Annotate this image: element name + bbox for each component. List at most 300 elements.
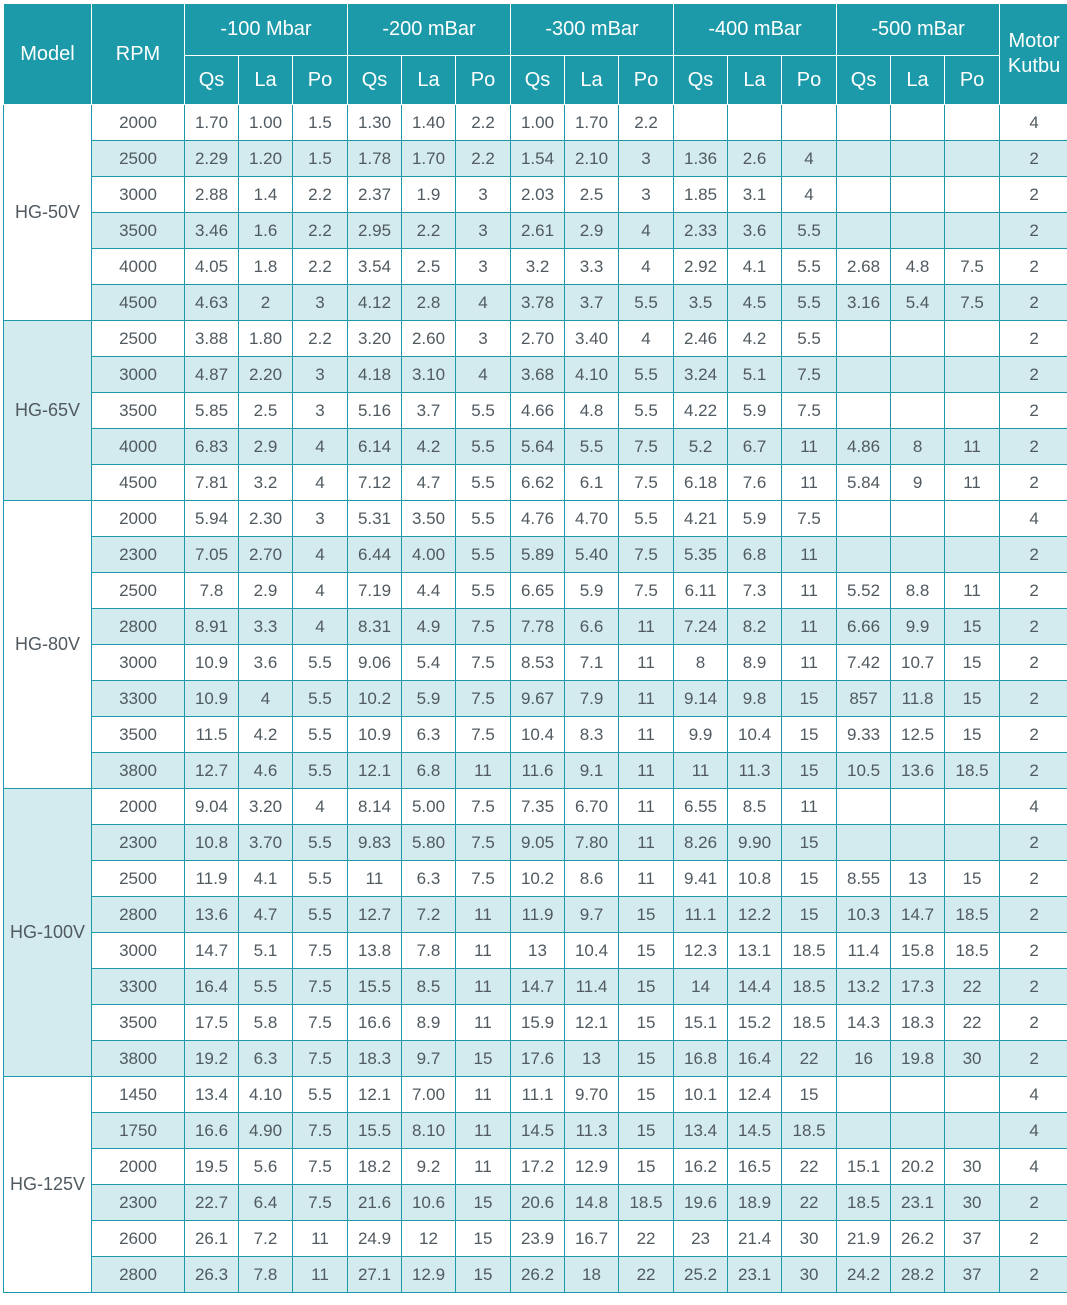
sub-column-header: La xyxy=(728,56,782,105)
value-cell: 12.2 xyxy=(728,897,782,933)
value-cell: 2.70 xyxy=(511,321,565,357)
value-cell: 11 xyxy=(293,1257,348,1293)
value-cell: 6.55 xyxy=(674,789,728,825)
value-cell: 6.7 xyxy=(728,429,782,465)
model-header: Model xyxy=(4,4,92,105)
value-cell xyxy=(945,105,1000,141)
value-cell xyxy=(891,321,945,357)
value-cell: 4 xyxy=(456,357,511,393)
value-cell: 9.9 xyxy=(891,609,945,645)
value-cell: 3.40 xyxy=(565,321,619,357)
value-cell: 2.33 xyxy=(674,213,728,249)
value-cell: 8.10 xyxy=(402,1113,456,1149)
value-cell: 7.5 xyxy=(945,285,1000,321)
motor-poles-cell: 2 xyxy=(1000,321,1067,357)
value-cell: 3 xyxy=(619,177,674,213)
motor-poles-cell: 2 xyxy=(1000,1041,1067,1077)
value-cell: 11.4 xyxy=(565,969,619,1005)
value-cell: 4.18 xyxy=(348,357,402,393)
value-cell: 11 xyxy=(619,789,674,825)
value-cell: 10.3 xyxy=(837,897,891,933)
value-cell: 5.5 xyxy=(782,249,837,285)
value-cell xyxy=(945,1113,1000,1149)
value-cell: 18 xyxy=(565,1257,619,1293)
value-cell: 4.8 xyxy=(891,249,945,285)
value-cell: 17.5 xyxy=(185,1005,239,1041)
table-row xyxy=(4,573,1067,609)
value-cell: 30 xyxy=(945,1041,1000,1077)
value-cell: 1.36 xyxy=(674,141,728,177)
value-cell: 3.7 xyxy=(565,285,619,321)
value-cell: 18.2 xyxy=(348,1149,402,1185)
value-cell: 4.1 xyxy=(239,861,293,897)
value-cell: 12.1 xyxy=(348,753,402,789)
value-cell: 8 xyxy=(891,429,945,465)
value-cell: 4 xyxy=(293,609,348,645)
value-cell: 12.7 xyxy=(348,897,402,933)
value-cell: 11.8 xyxy=(891,681,945,717)
value-cell: 5.5 xyxy=(619,357,674,393)
value-cell: 9.04 xyxy=(185,789,239,825)
value-cell: 5.6 xyxy=(239,1149,293,1185)
value-cell: 1.6 xyxy=(239,213,293,249)
table-row xyxy=(4,789,1067,825)
value-cell: 14.7 xyxy=(891,897,945,933)
value-cell: 11 xyxy=(456,933,511,969)
value-cell: 4.90 xyxy=(239,1113,293,1149)
value-cell: 6.3 xyxy=(402,861,456,897)
motor-poles-cell: 2 xyxy=(1000,897,1067,933)
value-cell: 15 xyxy=(619,1113,674,1149)
value-cell: 28.2 xyxy=(891,1257,945,1293)
value-cell: 7.5 xyxy=(456,609,511,645)
value-cell: 1.70 xyxy=(402,141,456,177)
rpm-cell: 3000 xyxy=(92,357,185,393)
value-cell: 1.40 xyxy=(402,105,456,141)
value-cell: 4.5 xyxy=(728,285,782,321)
value-cell: 6.8 xyxy=(728,537,782,573)
value-cell: 37 xyxy=(945,1221,1000,1257)
value-cell: 8.6 xyxy=(565,861,619,897)
value-cell: 3.7 xyxy=(402,393,456,429)
table-row xyxy=(4,249,1067,285)
value-cell: 11.9 xyxy=(185,861,239,897)
value-cell: 5.5 xyxy=(293,897,348,933)
value-cell: 4 xyxy=(619,213,674,249)
value-cell: 21.9 xyxy=(837,1221,891,1257)
value-cell: 9.7 xyxy=(565,897,619,933)
value-cell xyxy=(891,1077,945,1113)
rpm-cell: 2300 xyxy=(92,1185,185,1221)
sub-column-header: Qs xyxy=(185,56,239,105)
value-cell: 26.2 xyxy=(511,1257,565,1293)
value-cell: 15 xyxy=(456,1185,511,1221)
model-cell: HG-80V xyxy=(4,501,92,789)
value-cell: 8.55 xyxy=(837,861,891,897)
value-cell: 1.5 xyxy=(293,141,348,177)
rpm-cell: 2500 xyxy=(92,861,185,897)
value-cell: 7.19 xyxy=(348,573,402,609)
value-cell: 4.66 xyxy=(511,393,565,429)
value-cell: 4.9 xyxy=(402,609,456,645)
value-cell xyxy=(891,537,945,573)
value-cell: 10.1 xyxy=(674,1077,728,1113)
value-cell: 11 xyxy=(456,1005,511,1041)
value-cell: 4 xyxy=(293,789,348,825)
value-cell: 19.8 xyxy=(891,1041,945,1077)
value-cell: 4.2 xyxy=(402,429,456,465)
value-cell: 8.9 xyxy=(402,1005,456,1041)
value-cell: 7.3 xyxy=(728,573,782,609)
value-cell: 10.7 xyxy=(891,645,945,681)
value-cell xyxy=(837,501,891,537)
table-row xyxy=(4,1041,1067,1077)
value-cell: 7.9 xyxy=(565,681,619,717)
table-row xyxy=(4,213,1067,249)
motor-poles-cell: 4 xyxy=(1000,1113,1067,1149)
value-cell: 3.6 xyxy=(239,645,293,681)
value-cell: 23 xyxy=(674,1221,728,1257)
value-cell: 7.8 xyxy=(402,933,456,969)
rpm-cell: 2000 xyxy=(92,1149,185,1185)
value-cell: 16.4 xyxy=(728,1041,782,1077)
value-cell: 2.88 xyxy=(185,177,239,213)
value-cell: 4.10 xyxy=(239,1077,293,1113)
value-cell xyxy=(945,141,1000,177)
value-cell: 3 xyxy=(456,213,511,249)
value-cell: 3 xyxy=(456,321,511,357)
value-cell: 15.1 xyxy=(674,1005,728,1041)
value-cell: 15 xyxy=(619,1041,674,1077)
value-cell: 1.54 xyxy=(511,141,565,177)
value-cell: 15 xyxy=(782,681,837,717)
rpm-cell: 2800 xyxy=(92,897,185,933)
rpm-cell: 1750 xyxy=(92,1113,185,1149)
sub-column-header: Po xyxy=(945,56,1000,105)
value-cell: 10.2 xyxy=(511,861,565,897)
value-cell: 22.7 xyxy=(185,1185,239,1221)
value-cell: 3.5 xyxy=(674,285,728,321)
value-cell: 11 xyxy=(782,429,837,465)
value-cell: 7.2 xyxy=(402,897,456,933)
value-cell: 30 xyxy=(782,1221,837,1257)
value-cell: 7.5 xyxy=(293,1113,348,1149)
pressure-header: -100 Mbar xyxy=(185,4,348,56)
rpm-cell: 2600 xyxy=(92,1221,185,1257)
motor-poles-cell: 2 xyxy=(1000,645,1067,681)
value-cell: 7.8 xyxy=(239,1257,293,1293)
value-cell: 20.6 xyxy=(511,1185,565,1221)
value-cell: 13.4 xyxy=(674,1113,728,1149)
rpm-cell: 2000 xyxy=(92,105,185,141)
value-cell: 2.2 xyxy=(456,105,511,141)
motor-poles-cell: 2 xyxy=(1000,753,1067,789)
value-cell: 4.22 xyxy=(674,393,728,429)
value-cell: 16.4 xyxy=(185,969,239,1005)
value-cell: 18.9 xyxy=(728,1185,782,1221)
table-row xyxy=(4,1077,1067,1113)
value-cell: 7.24 xyxy=(674,609,728,645)
value-cell: 13.2 xyxy=(837,969,891,1005)
value-cell: 37 xyxy=(945,1257,1000,1293)
value-cell: 5.1 xyxy=(728,357,782,393)
value-cell: 7.5 xyxy=(619,537,674,573)
value-cell: 15.5 xyxy=(348,969,402,1005)
value-cell: 4 xyxy=(782,177,837,213)
value-cell: 18.5 xyxy=(782,1113,837,1149)
value-cell: 15 xyxy=(782,1077,837,1113)
value-cell: 7.5 xyxy=(293,1149,348,1185)
value-cell: 5.5 xyxy=(293,681,348,717)
value-cell xyxy=(837,1077,891,1113)
value-cell: 5.5 xyxy=(782,285,837,321)
value-cell: 7.5 xyxy=(293,969,348,1005)
value-cell xyxy=(945,1077,1000,1113)
motor-poles-cell: 4 xyxy=(1000,105,1067,141)
value-cell xyxy=(837,357,891,393)
value-cell: 3.88 xyxy=(185,321,239,357)
value-cell: 10.4 xyxy=(728,717,782,753)
value-cell: 6.3 xyxy=(239,1041,293,1077)
value-cell: 7.12 xyxy=(348,465,402,501)
value-cell: 16.2 xyxy=(674,1149,728,1185)
value-cell: 24.2 xyxy=(837,1257,891,1293)
value-cell: 30 xyxy=(945,1185,1000,1221)
value-cell: 1.78 xyxy=(348,141,402,177)
motor-poles-cell: 2 xyxy=(1000,1185,1067,1221)
rpm-cell: 3300 xyxy=(92,969,185,1005)
value-cell: 11 xyxy=(619,681,674,717)
value-cell: 3.20 xyxy=(348,321,402,357)
value-cell: 14.5 xyxy=(728,1113,782,1149)
value-cell: 4.7 xyxy=(239,897,293,933)
value-cell: 7.5 xyxy=(782,357,837,393)
value-cell: 1.5 xyxy=(293,105,348,141)
value-cell: 11 xyxy=(456,969,511,1005)
value-cell: 11.5 xyxy=(185,717,239,753)
value-cell: 3.3 xyxy=(565,249,619,285)
value-cell: 5.80 xyxy=(402,825,456,861)
value-cell: 11 xyxy=(674,753,728,789)
value-cell: 2.95 xyxy=(348,213,402,249)
value-cell: 16.8 xyxy=(674,1041,728,1077)
table-row xyxy=(4,465,1067,501)
value-cell: 7.81 xyxy=(185,465,239,501)
value-cell: 2.46 xyxy=(674,321,728,357)
value-cell: 3.24 xyxy=(674,357,728,393)
value-cell xyxy=(945,393,1000,429)
value-cell: 11 xyxy=(456,1077,511,1113)
sub-column-header: La xyxy=(565,56,619,105)
value-cell: 3 xyxy=(293,393,348,429)
value-cell xyxy=(891,141,945,177)
motor-poles-cell: 2 xyxy=(1000,933,1067,969)
value-cell: 25.2 xyxy=(674,1257,728,1293)
value-cell: 5.40 xyxy=(565,537,619,573)
motor-poles-cell: 4 xyxy=(1000,1149,1067,1185)
value-cell: 18.3 xyxy=(891,1005,945,1041)
value-cell: 15 xyxy=(945,861,1000,897)
value-cell xyxy=(945,357,1000,393)
value-cell: 3.20 xyxy=(239,789,293,825)
value-cell: 4.10 xyxy=(565,357,619,393)
value-cell: 1.30 xyxy=(348,105,402,141)
value-cell: 5.5 xyxy=(456,573,511,609)
value-cell: 11 xyxy=(456,1113,511,1149)
value-cell: 2.5 xyxy=(239,393,293,429)
value-cell xyxy=(782,105,837,141)
model-cell: HG-65V xyxy=(4,321,92,501)
value-cell: 11 xyxy=(293,1221,348,1257)
value-cell: 5.5 xyxy=(293,753,348,789)
value-cell: 3.10 xyxy=(402,357,456,393)
value-cell xyxy=(945,825,1000,861)
value-cell: 12.1 xyxy=(565,1005,619,1041)
value-cell: 4.00 xyxy=(402,537,456,573)
value-cell: 9.83 xyxy=(348,825,402,861)
value-cell xyxy=(891,501,945,537)
value-cell xyxy=(945,789,1000,825)
value-cell: 11 xyxy=(348,861,402,897)
value-cell: 7.8 xyxy=(185,573,239,609)
value-cell: 7.5 xyxy=(619,465,674,501)
sub-column-header: Po xyxy=(456,56,511,105)
value-cell: 11 xyxy=(782,537,837,573)
value-cell: 8.3 xyxy=(565,717,619,753)
value-cell xyxy=(891,105,945,141)
table-row xyxy=(4,1257,1067,1293)
value-cell: 1.00 xyxy=(511,105,565,141)
table-row xyxy=(4,429,1067,465)
value-cell: 5.5 xyxy=(239,969,293,1005)
value-cell: 9.41 xyxy=(674,861,728,897)
value-cell: 2.68 xyxy=(837,249,891,285)
value-cell: 15 xyxy=(945,645,1000,681)
rpm-cell: 3000 xyxy=(92,645,185,681)
rpm-cell: 2500 xyxy=(92,141,185,177)
table-row xyxy=(4,933,1067,969)
value-cell xyxy=(674,105,728,141)
value-cell: 17.3 xyxy=(891,969,945,1005)
value-cell: 5.94 xyxy=(185,501,239,537)
model-cell: HG-100V xyxy=(4,789,92,1077)
value-cell: 4.2 xyxy=(239,717,293,753)
value-cell: 6.18 xyxy=(674,465,728,501)
value-cell: 9.1 xyxy=(565,753,619,789)
value-cell: 15 xyxy=(619,933,674,969)
value-cell: 8.9 xyxy=(728,645,782,681)
value-cell xyxy=(837,537,891,573)
rpm-cell: 4500 xyxy=(92,285,185,321)
sub-column-header: Qs xyxy=(348,56,402,105)
model-cell: HG-125V xyxy=(4,1077,92,1293)
table-body xyxy=(4,105,1067,1293)
value-cell: 1.4 xyxy=(239,177,293,213)
value-cell: 2.10 xyxy=(565,141,619,177)
value-cell: 18.5 xyxy=(945,897,1000,933)
value-cell: 2.61 xyxy=(511,213,565,249)
motor-poles-cell: 2 xyxy=(1000,573,1067,609)
value-cell: 8.5 xyxy=(728,789,782,825)
value-cell: 22 xyxy=(619,1257,674,1293)
value-cell: 26.3 xyxy=(185,1257,239,1293)
value-cell: 26.2 xyxy=(891,1221,945,1257)
value-cell: 10.6 xyxy=(402,1185,456,1221)
value-cell: 11 xyxy=(619,645,674,681)
table-row xyxy=(4,1113,1067,1149)
value-cell: 15 xyxy=(945,681,1000,717)
value-cell: 12.1 xyxy=(348,1077,402,1113)
value-cell xyxy=(728,105,782,141)
rpm-cell: 3500 xyxy=(92,1005,185,1041)
sub-column-header: La xyxy=(239,56,293,105)
value-cell: 5.84 xyxy=(837,465,891,501)
value-cell: 4.05 xyxy=(185,249,239,285)
motor-poles-cell: 2 xyxy=(1000,465,1067,501)
rpm-cell: 4500 xyxy=(92,465,185,501)
rpm-cell: 3500 xyxy=(92,213,185,249)
motor-poles-cell: 2 xyxy=(1000,861,1067,897)
value-cell: 4 xyxy=(239,681,293,717)
value-cell: 18.5 xyxy=(782,1005,837,1041)
value-cell: 6.65 xyxy=(511,573,565,609)
value-cell: 10.9 xyxy=(185,645,239,681)
value-cell: 5.64 xyxy=(511,429,565,465)
value-cell: 4.70 xyxy=(565,501,619,537)
table-row xyxy=(4,1185,1067,1221)
value-cell: 16.6 xyxy=(348,1005,402,1041)
motor-poles-cell: 2 xyxy=(1000,1005,1067,1041)
value-cell: 3.78 xyxy=(511,285,565,321)
value-cell: 15.2 xyxy=(728,1005,782,1041)
value-cell: 2.9 xyxy=(239,429,293,465)
value-cell: 7.5 xyxy=(456,681,511,717)
motor-poles-cell: 2 xyxy=(1000,825,1067,861)
table-row xyxy=(4,357,1067,393)
value-cell: 15 xyxy=(945,717,1000,753)
value-cell: 15 xyxy=(619,1149,674,1185)
value-cell: 11.3 xyxy=(565,1113,619,1149)
value-cell: 15 xyxy=(619,1005,674,1041)
pump-spec-table xyxy=(3,3,1067,1293)
value-cell xyxy=(837,393,891,429)
value-cell: 8.8 xyxy=(891,573,945,609)
value-cell: 6.70 xyxy=(565,789,619,825)
motor-poles-cell: 2 xyxy=(1000,429,1067,465)
value-cell: 15.9 xyxy=(511,1005,565,1041)
value-cell xyxy=(891,789,945,825)
value-cell: 5.8 xyxy=(239,1005,293,1041)
value-cell: 16 xyxy=(837,1041,891,1077)
rpm-cell: 2300 xyxy=(92,537,185,573)
value-cell: 7.5 xyxy=(456,789,511,825)
value-cell: 4 xyxy=(619,249,674,285)
value-cell: 2.5 xyxy=(402,249,456,285)
value-cell: 3 xyxy=(456,249,511,285)
value-cell: 4 xyxy=(293,537,348,573)
motor-poles-cell: 2 xyxy=(1000,213,1067,249)
table-row xyxy=(4,501,1067,537)
table-row xyxy=(4,537,1067,573)
value-cell: 11 xyxy=(945,573,1000,609)
table-row xyxy=(4,321,1067,357)
table-row xyxy=(4,141,1067,177)
value-cell: 24.9 xyxy=(348,1221,402,1257)
value-cell: 8.5 xyxy=(402,969,456,1005)
model-cell: HG-50V xyxy=(4,105,92,321)
motor-poles-cell: 4 xyxy=(1000,789,1067,825)
value-cell: 21.4 xyxy=(728,1221,782,1257)
